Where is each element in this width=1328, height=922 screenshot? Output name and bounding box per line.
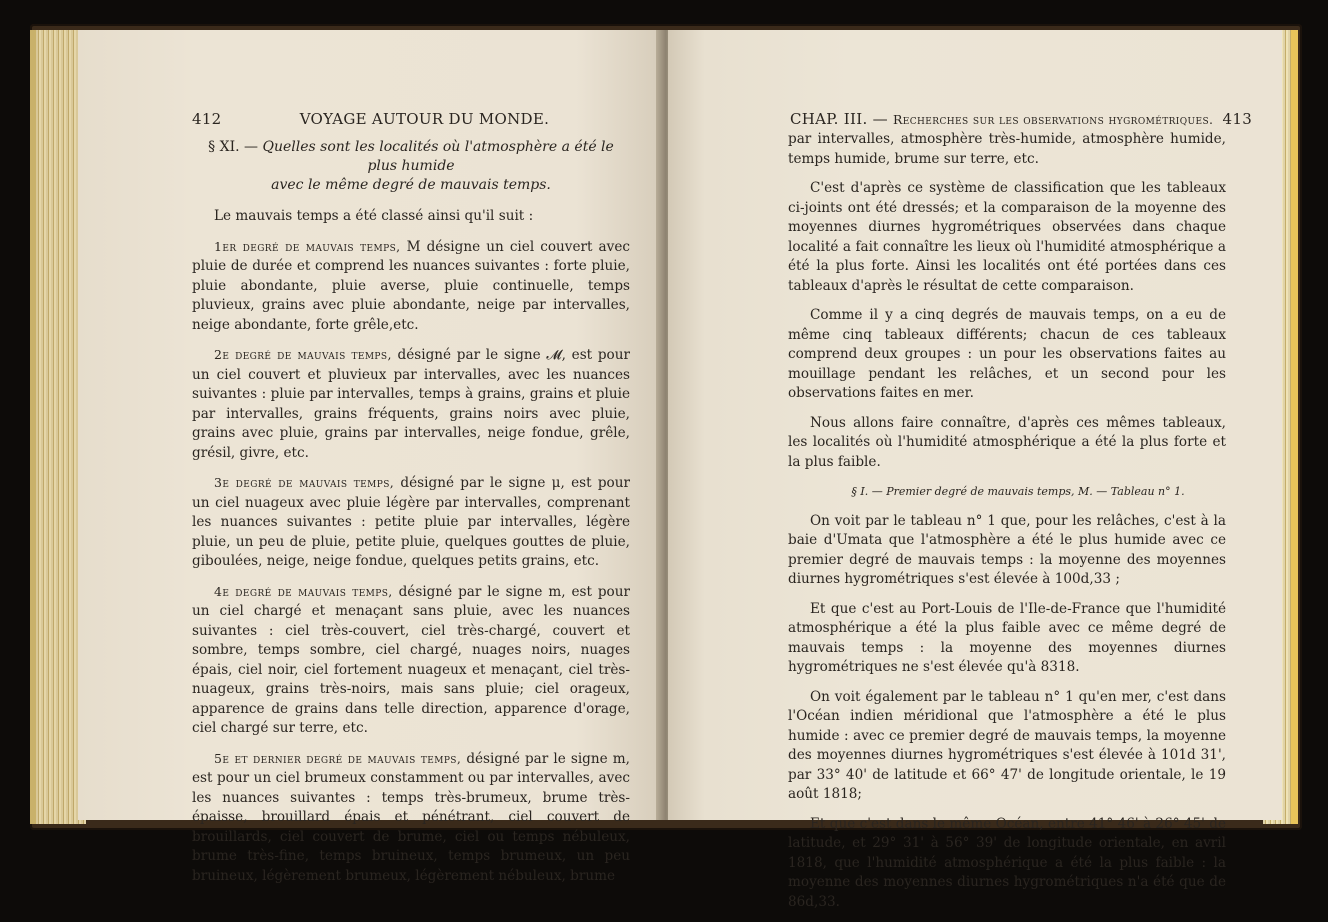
- right-running-title: Recherches sur les observations hygrométriques.: [892, 112, 1214, 127]
- right-paragraph-5: On voit par le tableau n° 1 que, pour les relâches, c'est à la baie d'Umata que l'atmosphère a été le plus humide avec ce premier degré de mauvais temps : la moyenne des moyennes diurnes hygrométriques s'est élevée à 100d,33 ;: [788, 512, 1226, 587]
- right-page-number: 413: [1222, 110, 1253, 128]
- left-page: [78, 30, 664, 884]
- degree-3-paragraph: [192, 473, 630, 572]
- degree-1-paragraph: [192, 237, 630, 336]
- left-page-number: 412: [192, 110, 222, 128]
- intro-paragraph: Le mauvais temps a été classé ainsi qu'il suit :: [214, 208, 534, 224]
- degree-2-text: désigné par le signe 𝓜, est pour un ciel couvert et pluvieux par intervalles, avec les nuances suivantes : pluie par intervalles, temps à grains, grains et pluie par intervalles, grains fréquents, grains noirs avec pluie, grains avec pluie, grains par intervalles, neige fondue, grêle, grésil, givre, etc.: [192, 347, 630, 461]
- section-title: [192, 138, 630, 195]
- degree-1-text: M désigne un ciel couvert avec pluie de durée et comprend les nuances suivantes : forte pluie, pluie abondante, pluie averse, pluie continuelle, temps pluvieux, grains avec pluie abondante, neige par intervalles, neige abondante, forte grêle,etc.: [192, 238, 630, 333]
- left-body: [192, 138, 630, 896]
- right-page: [668, 30, 1282, 910]
- right-paragraph-8: Et que c'est dans le même Océan, entre 41° 46' à 26° 45' de latitude, et 29° 31' à 56° 39' de longitude orientale, en avril 1818, que l'humidité atmosphérique a été la plus faible : la moyenne des moyennes diurnes hygrométriques n'a été que de 86d,33.: [788, 815, 1226, 910]
- section-title-line-a: Quelles sont les localités où l'atmosphère a été le plus humide: [262, 139, 614, 174]
- right-paragraph-4: Nous allons faire connaître, d'après ces mêmes tableaux, les localités où l'humidité atmosphérique a été la plus forte et la plus faible.: [788, 414, 1226, 470]
- degree-4-text: désigné par le signe m, est pour un ciel chargé et menaçant sans pluie, avec les nuances suivantes : ciel très-couvert, ciel très-chargé, couvert et sombre, temps sombre, ciel chargé, nuages noirs, nuages épais, ciel noir, ciel fortement nuageux et menaçant, ciel très-nuageux, grains très-noirs, mais sans pluie; ciel orageux, apparence de grains dans telle direction, apparence d'orage, ciel chargé sur terre, etc.: [192, 583, 630, 736]
- right-paragraph-3: Comme il y a cinq degrés de mauvais temps, on a eu de même cinq tableaux différents; chacun de ces tableaux comprend deux groupes : un pour les observations faites au mouillage pendant les relâches, et un second pour les observations faites en mer.: [788, 307, 1226, 401]
- right-paragraph-2: C'est d'après ce système de classification que les tableaux ci-joints ont été dressés; et la comparaison de la moyenne des moyennes diurnes hygrométriques observées dans chaque localité a fait connaître les lieux où l'humidité atmosphérique a été la plus forte. Ainsi les localités ont été portées dans ces tableaux d'après le résultat de cette comparaison.: [788, 180, 1226, 294]
- degree-1-label: 1er degré de mauvais temps,: [214, 238, 401, 254]
- right-running-head: [790, 110, 1252, 128]
- right-paragraph-6: Et que c'est au Port-Louis de l'Ile-de-France que l'humidité atmosphérique a été la plus faible avec ce même degré de mauvais temps : la moyenne des moyennes diurnes hygrométriques ne s'est élevée qu'à 8318.: [788, 600, 1226, 675]
- degree-4-label: 4e degré de mauvais temps,: [214, 583, 393, 599]
- left-running-head: [192, 110, 549, 128]
- degree-5-paragraph: [192, 749, 630, 887]
- right-body: [788, 130, 1226, 922]
- degree-4-paragraph: [192, 582, 630, 739]
- right-running-chap: CHAP. III. —: [790, 110, 888, 128]
- degree-2-paragraph: [192, 345, 630, 463]
- degree-3-label: 3e degré de mauvais temps,: [214, 475, 395, 490]
- subsection-heading: § I. — Premier degré de mauvais temps, M. — Tableau n° 1.: [851, 485, 1185, 498]
- section-title-line-b: avec le même degré de mauvais temps.: [271, 177, 551, 193]
- degree-5-text: désigné par le signe m, est pour un ciel brumeux constamment ou par intervalles, avec les nuances suivantes : temps très-brumeux, brume très-épaisse, brouillard épais et pénétrant, ciel couvert de brouillards, ciel couvert de brume, ciel ou temps nébuleux, brume très-fine, temps bruineux, temps brumeux, un peu bruineux, légèrement brumeux, légèrement nébuleux, brume: [192, 750, 630, 884]
- right-paragraph-7: On voit également par le tableau n° 1 qu'en mer, c'est dans l'Océan indien méridional que l'atmosphère a été le plus humide : avec ce premier degré de mauvais temps, la moyenne des moyennes diurnes hygrométriques s'est élevée à 101d 31', par 33° 40' de latitude et 66° 47' de longitude orientale, le 19 août 1818;: [788, 688, 1226, 802]
- section-prefix: § XI. —: [208, 139, 259, 155]
- right-paragraph-1: par intervalles, atmosphère très-humide, atmosphère humide, temps humide, brume sur terre, etc.: [788, 131, 1226, 167]
- degree-3-text: désigné par le signe μ, est pour un ciel nuageux avec pluie légère par intervalles, comprenant les nuances suivantes : petite pluie par intervalles, légère pluie, un peu de pluie, petite pluie, quelques gouttes de pluie, giboulées, neige, neige fondue, quelques petits grains, etc.: [192, 475, 630, 569]
- left-running-title: VOYAGE AUTOUR DU MONDE.: [299, 110, 550, 128]
- degree-5-label: 5e et dernier degré de mauvais temps,: [214, 750, 462, 766]
- degree-2-label: 2e degré de mauvais temps,: [214, 347, 392, 362]
